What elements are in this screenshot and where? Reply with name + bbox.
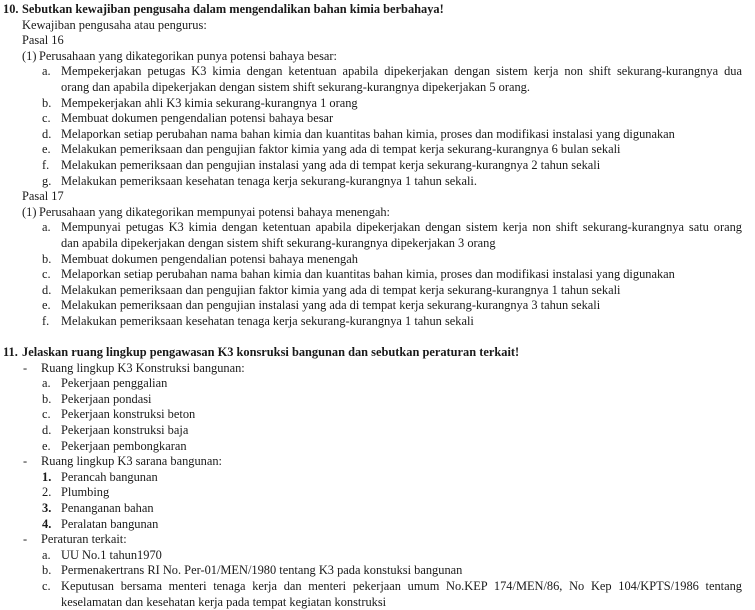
list-item: f. Melakukan pemeriksaan dan pengujian instalasi yang ada di tempat kerja sekurang-kurangnya 2 tahun sekali (42, 157, 601, 172)
list-item: b. Mempekerjakan ahli K3 kimia sekurang-kurangnya 1 orang (42, 95, 358, 110)
document-page (0, 2, 742, 610)
list-item: a. Pekerjaan penggalian (42, 376, 168, 391)
list-item: b. Pekerjaan pondasi (42, 391, 152, 406)
list-item: 4. Peralatan bangunan (42, 516, 159, 531)
list-item: d. Melaporkan setiap perubahan nama bahan kimia dan kuantitas bahan kimia, proses dan modifikasi instalasi yang digunakan (42, 126, 675, 141)
question-number: 11. (3, 345, 18, 360)
group-title: - Ruang lingkup K3 sarana bangunan: (23, 454, 223, 469)
group-title: - Ruang lingkup K3 Konstruksi bangunan: (23, 360, 245, 375)
list-item: d. Pekerjaan konstruksi baja (42, 423, 189, 438)
question-11-heading (0, 345, 742, 361)
list-item: c. Pekerjaan konstruksi beton (42, 407, 196, 422)
answer-intro: Kewajiban pengusaha atau pengurus: (22, 17, 207, 32)
list-item: 2. Plumbing (42, 485, 110, 500)
list-item: c. Melaporkan setiap perubahan nama bahan kimia dan kuantitas bahan kimia, proses dan modifikasi instalasi yang digunakan (42, 267, 675, 282)
list-item: c. Keputusan bersama menteri tenaga kerja dan menteri pekerjaan umum No.KEP 174/MEN/86, No Kep 104/KPTS/1986 tentang (42, 578, 742, 593)
list-item: 3. Penanganan bahan (42, 501, 154, 515)
list-item: e. Melakukan pemeriksaan dan pengujian faktor kimia yang ada di tempat kerja sekurang-kurangnya 6 bulan sekali (42, 142, 621, 157)
question-number: 10. (3, 2, 19, 16)
list-item: e. Melakukan pemeriksaan dan pengujian instalasi yang ada di tempat kerja sekurang-kurangnya 3 tahun sekali (42, 298, 601, 313)
list-item: f. Melakukan pemeriksaan kesehatan tenaga kerja sekurang-kurangnya 1 tahun sekali (42, 313, 474, 328)
list-item: b. Permenakertrans RI No. Per-01/MEN/1980 tentang K3 pada konstuksi bangunan (42, 563, 463, 578)
group-title: - Peraturan terkait: (23, 532, 127, 547)
list-item-continuation: dan apabila dipekerjakan dengan sistem shift sekurang-kurangnya dipekerjakan 3 orang (61, 235, 496, 250)
pasal-16-title: Pasal 16 (22, 33, 64, 48)
question-text: Sebutkan kewajiban pengusaha dalam mengendalikan bahan kimia berbahaya! (22, 2, 444, 16)
list-item: e. Pekerjaan pembongkaran (42, 438, 187, 453)
list-item: a. Mempekerjakan petugas K3 kimia dengan ketentuan apabila dipekerjakan dengan sistem kerja non shift sekurang-kurangnya dua (42, 64, 742, 79)
question-10-heading (0, 2, 742, 18)
pasal-17-clause: (1) Perusahaan yang dikategorikan mempunyai potensi bahaya menengah: (22, 204, 390, 219)
list-item: d. Melakukan pemeriksaan dan pengujian faktor kimia yang ada di tempat kerja sekurang-kurangnya 1 tahun sekali (42, 282, 621, 297)
question-text: Jelaskan ruang lingkup pengawasan K3 konsruksi bangunan dan sebutkan peraturan terkait! (22, 345, 520, 360)
list-item: g. Melakukan pemeriksaan kesehatan tenaga kerja sekurang-kurangnya 1 tahun sekali. (42, 173, 477, 188)
list-item: c. Membuat dokumen pengendalian potensi bahaya besar (42, 111, 334, 126)
list-item: a. Mempunyai petugas K3 kimia dengan ketentuan apabila dipekerjakan dengan sistem kerja non shift sekurang-kurangnya satu orang (42, 220, 742, 235)
list-item: b. Membuat dokumen pengendalian potensi bahaya menengah (42, 251, 358, 266)
list-item: 1. Perancah bangunan (42, 469, 158, 484)
pasal-17-title: Pasal 17 (22, 189, 64, 204)
list-item-continuation: keselamatan dan kesehatan kerja pada tempat kegiatan konstruksi (61, 594, 387, 609)
pasal-16-clause: (1) Perusahaan yang dikategorikan punya potensi bahaya besar: (22, 48, 337, 63)
list-item: a. UU No.1 tahun1970 (42, 547, 162, 562)
spacer (0, 329, 742, 345)
list-item-continuation: orang dan apabila dipekerjakan dengan sistem shift sekurang-kurangnya dipekerjakan 5 orang. (61, 79, 530, 94)
